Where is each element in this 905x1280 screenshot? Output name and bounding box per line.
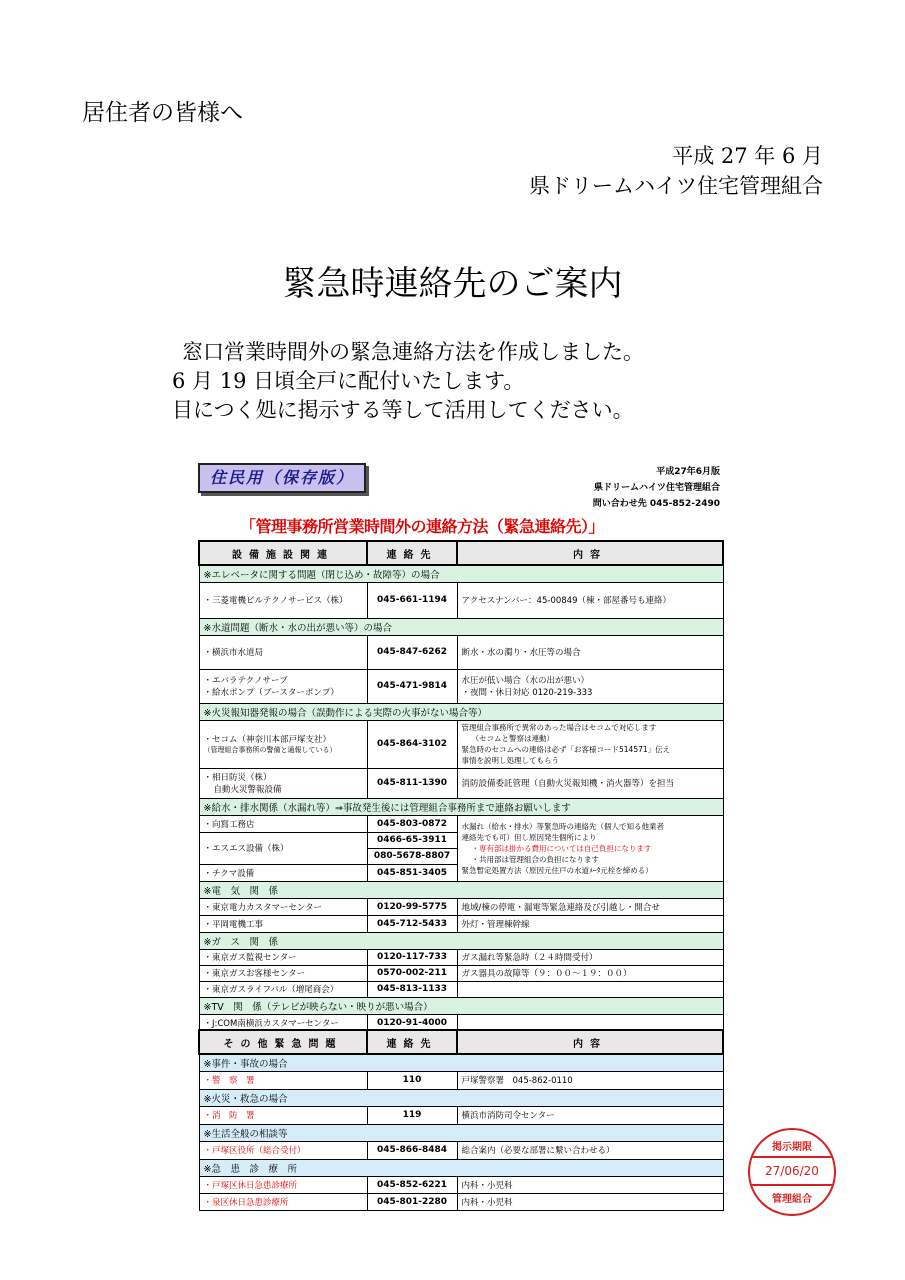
contact-name: ・平岡電機工事: [199, 915, 367, 932]
intro-text: [172, 338, 644, 425]
table-row: [199, 768, 723, 798]
contact-name: ・東京ガスライフバル（増尾商会）: [199, 981, 367, 997]
contact-desc: [457, 669, 723, 703]
desc-line: 緊急時のセコムへの連絡は必ず「お客様コード514571」伝え: [461, 745, 671, 754]
desc-line: 連絡先でも可）但し原因発生個所により: [461, 832, 597, 842]
contact-tel: 080-5678-8807: [367, 848, 457, 864]
contact-tel: 0120-117-733: [367, 949, 457, 965]
stamp-date: 27/06/20: [750, 1156, 834, 1186]
contact-tel: 0466-65-3911: [367, 832, 457, 848]
intro-line: 窓口営業時間外の緊急連絡方法を作成しました。: [182, 340, 644, 364]
contact-name-line: ・セコム（神奈川本部戸塚支社）: [203, 735, 332, 745]
intro-line: 6 月 19 日頃全戸に配付いたします。: [172, 369, 525, 393]
contact-name: ・三菱電機ビルテクノサービス（株）: [199, 582, 367, 618]
table-header: 連絡先: [367, 1030, 457, 1054]
sheet-issuer-name: 県ドリームハイツ住宅管理組合: [593, 483, 720, 493]
contact-tel: 0120-91-4000: [367, 1014, 457, 1031]
section-header: ※水道問題（断水・水の出が悪い等）の場合: [199, 618, 723, 635]
contact-name: [199, 720, 367, 768]
desc-line: 事情を説明し処理してもらう: [461, 756, 559, 765]
sheet-title: 「管理事務所営業時間外の連絡方法（緊急連絡先）」: [240, 517, 605, 536]
section-header: ※事件・事故の場合: [199, 1054, 723, 1071]
table-header: 連絡先: [367, 541, 457, 565]
contact-name-line: ・エバラテクノサーブ: [203, 676, 288, 686]
contact-tel: 045-864-3102: [367, 720, 457, 768]
contact-desc: 戸塚警察署 045-862-0110: [457, 1071, 723, 1089]
table-row: [199, 1106, 723, 1124]
contact-name: ・チクマ設備: [199, 864, 367, 881]
desc-line: ・夜間・休日対応 0120-219-333: [461, 688, 593, 698]
table-row: [199, 635, 723, 669]
section-header: ※火災報知器発報の場合（誤動作による実際の火事がない場合等）: [199, 703, 723, 720]
contact-desc: [457, 815, 723, 881]
desc-line: 水漏れ（給水・排水）等緊急時の連絡先（個人で知る他業者: [461, 821, 664, 831]
contact-desc: 外灯・管理棟幹線: [457, 915, 723, 932]
table-row: [199, 1193, 723, 1210]
facility-contacts-table: [198, 540, 724, 1032]
section-header: ※電 気 関 係: [199, 881, 723, 898]
contact-name: ・東京ガスお客様センター: [199, 965, 367, 981]
contact-name-line: ・給水ポンプ（ブースターポンプ）: [203, 688, 339, 698]
contact-tel: 045-471-9814: [367, 669, 457, 703]
contact-name: ・消 防 署: [199, 1106, 367, 1124]
contact-name: [199, 768, 367, 798]
contact-name: ・警 察 署: [199, 1071, 367, 1089]
contact-tel: 045-801-2280: [367, 1193, 457, 1210]
contact-tel: 119: [367, 1106, 457, 1124]
table-row: [199, 1071, 723, 1089]
table-row: [199, 915, 723, 932]
contact-name: ・戸塚区休日急患診療所: [199, 1176, 367, 1193]
organization-name: 県ドリームハイツ住宅管理組合: [529, 174, 823, 198]
contact-tel: 045-851-3405: [367, 864, 457, 881]
contact-name: ・向寫工務店: [199, 815, 367, 832]
desc-line: 管理組合事務所で異常のあった場合はセコムで対応します: [461, 723, 657, 732]
contact-desc: 総合案内（必要な部署に繋い合わせる）: [457, 1141, 723, 1159]
contact-name: ・戸塚区役所（総合受付）: [199, 1141, 367, 1159]
contact-desc: [457, 720, 723, 768]
sheet-issue-date: 平成27年6月版: [656, 467, 720, 477]
desc-line: 緊急暫定処置方法（原因元住戸の水道ﾒｰﾀ元栓を締める）: [461, 865, 653, 875]
table-row: [199, 949, 723, 965]
section-header: ※急 患 診 療 所: [199, 1159, 723, 1176]
table-row: [199, 981, 723, 997]
contact-name: ・エスエス設備（株）: [199, 832, 367, 864]
contact-tel: 045-813-1133: [367, 981, 457, 997]
contact-name: ・東京電力カスタマーセンター: [199, 898, 367, 915]
table-row: [199, 669, 723, 703]
desc-line: （セコムと警察は連動）: [471, 734, 554, 743]
sheet-issuer: [593, 464, 720, 512]
contact-desc: ガス漏れ等緊急時（２４時間受付）: [457, 949, 723, 965]
other-emergency-table: [198, 1029, 724, 1211]
contact-name: ・東京ガス監視センター: [199, 949, 367, 965]
contact-desc: 横浜市消防司令センター: [457, 1106, 723, 1124]
section-header: ※火災・救急の場合: [199, 1089, 723, 1106]
contact-desc: 内科・小児科: [457, 1193, 723, 1210]
contact-tel: 045-803-0872: [367, 815, 457, 832]
table-row: [199, 1141, 723, 1159]
contact-tel: 0570-002-211: [367, 965, 457, 981]
table-row: [199, 1176, 723, 1193]
contact-tel: 045-811-1390: [367, 768, 457, 798]
desc-line: ・専有部は掛かる費用については自己負担になります: [471, 843, 652, 853]
contact-name-sub: （管理組合事務所の警備と通報している）: [203, 746, 337, 754]
issue-date: 平成 27 年 6 月: [672, 144, 823, 168]
posting-deadline-stamp: [748, 1128, 836, 1216]
table-row: [199, 720, 723, 768]
contact-desc: [457, 981, 723, 997]
sheet-tag: 住民用（保存版）: [198, 463, 366, 493]
contact-name: ・横浜市水道局: [199, 635, 367, 669]
greeting: 居住者の皆様へ: [82, 100, 243, 126]
contact-name: ・J:COM南横浜カスタマーセンター: [199, 1014, 367, 1031]
contact-name-line: 自動火災警報設備: [213, 785, 282, 795]
table-header: その他緊急問題: [199, 1030, 367, 1054]
table-row: [199, 582, 723, 618]
table-row: [199, 815, 723, 832]
contact-desc: 内科・小児科: [457, 1176, 723, 1193]
contact-tel: 0120-99-5775: [367, 898, 457, 915]
section-header: ※TV 関 係（テレビが映らない・映りが悪い場合）: [199, 997, 723, 1014]
stamp-top-text: 掲示期限: [772, 1142, 812, 1153]
desc-line: 水圧が低い場合（水の出が悪い）: [461, 676, 590, 686]
contact-tel: 045-712-5433: [367, 915, 457, 932]
contact-desc: アクセスナンバー：45-00849（棟・部屋番号も連絡）: [457, 582, 723, 618]
intro-line: 目につく処に掲示する等して活用してください。: [172, 398, 634, 422]
table-row: [199, 898, 723, 915]
section-header: ※ガ ス 関 係: [199, 932, 723, 949]
contact-name-line: ・相日防災（株）: [203, 773, 272, 783]
section-header: ※生活全般の相談等: [199, 1124, 723, 1141]
contact-desc: ガス器具の故障等（９：００～１９：００）: [457, 965, 723, 981]
stamp-bottom-text: 管理組合: [772, 1194, 812, 1205]
contact-tel: 045-866-8484: [367, 1141, 457, 1159]
contact-tel: 045-661-1194: [367, 582, 457, 618]
contact-tel: 045-847-6262: [367, 635, 457, 669]
sheet-inquiry: 問い合わせ先 045-852-2490: [592, 499, 720, 509]
page-title: 緊急時連絡先のご案内: [282, 264, 623, 304]
table-header: 内容: [457, 1030, 723, 1054]
contact-tel: 110: [367, 1071, 457, 1089]
section-header: ※給水・排水関係（水漏れ等）⇒事故発生後には管理組合事務所まで連絡お願いします: [199, 798, 723, 815]
desc-line: ・共用部は管理組合の負担になります: [471, 854, 599, 864]
table-header: 設備施設関連: [199, 541, 367, 565]
contact-desc: 断水・水の濁り・水圧等の場合: [457, 635, 723, 669]
table-header: 内容: [457, 541, 723, 565]
contact-desc: 地域/棟の停電・漏電等緊急連絡及び引越し・開合せ: [457, 898, 723, 915]
table-row: [199, 965, 723, 981]
contact-desc: 消防設備委託管理（自動火災報知機・消火器等）を担当: [457, 768, 723, 798]
section-header: ※エレベータに関する問題（閉じ込め・故障等）の場合: [199, 565, 723, 582]
contact-tel: 045-852-6221: [367, 1176, 457, 1193]
contact-name: ・泉区休日急患診療所: [199, 1193, 367, 1210]
contact-name: [199, 669, 367, 703]
